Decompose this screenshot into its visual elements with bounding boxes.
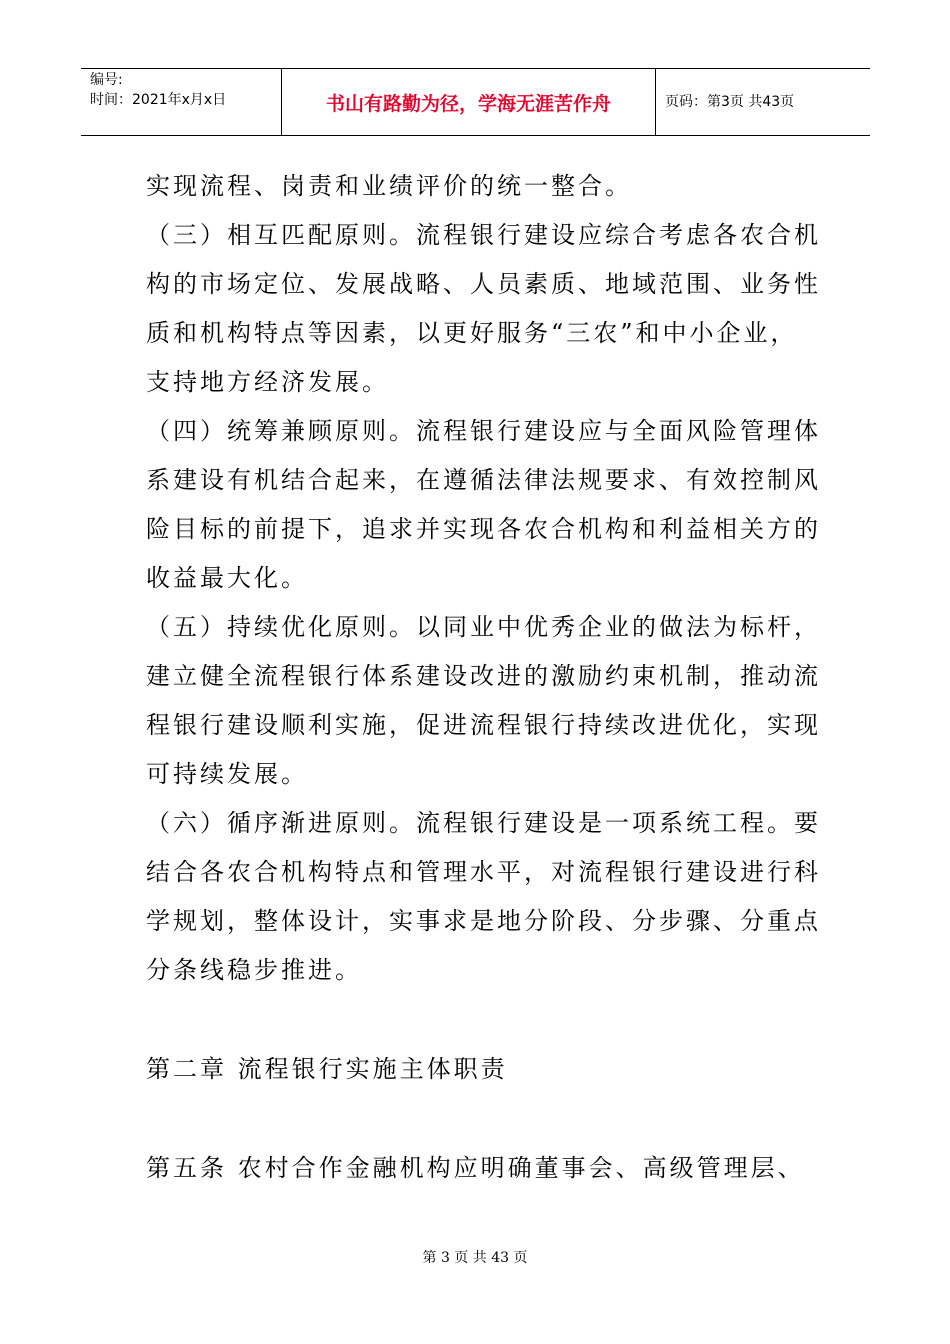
body-line: 构的市场定位、发展战略、人员素质、地域范围、业务性: [146, 270, 821, 298]
body-line: 学规划，整体设计，实事求是地分阶段、分步骤、分重点: [146, 907, 821, 935]
chapter-heading: 第二章 流程银行实施主体职责: [146, 1055, 508, 1083]
body-line: （四）统筹兼顾原则。流程银行建设应与全面风险管理体: [146, 417, 821, 445]
body-line: 险目标的前提下，追求并实现各农合机构和利益相关方的: [146, 515, 821, 543]
header-meta: [90, 70, 226, 110]
header-page-info: 页码：第3页 共43页: [665, 94, 795, 110]
body-line: 系建设有机结合起来，在遵循法律法规要求、有效控制风: [146, 466, 821, 494]
body-line: 分条线稳步推进。: [146, 956, 362, 984]
body-line: 建立健全流程银行体系建设改进的激励约束机制，推动流: [146, 662, 821, 690]
body-line: 支持地方经济发展。: [146, 368, 389, 396]
body-line: （五）持续优化原则。以同业中优秀企业的做法为标杆，: [146, 613, 821, 641]
header-motto: 书山有路勤为径，学海无涯苦作舟: [325, 93, 611, 115]
body-line: 收益最大化。: [146, 564, 308, 592]
paragraph-gap: [146, 1094, 826, 1144]
body-line: （六）循序渐进原则。流程银行建设是一项系统工程。要: [146, 809, 821, 837]
header-time-label: 时间：2021年x月x日: [90, 92, 227, 108]
document-body: [146, 162, 826, 1193]
article-line: 第五条 农村合作金融机构应明确董事会、高级管理层、: [146, 1154, 805, 1182]
body-line: 程银行建设顺利实施，促进流程银行持续改进优化，实现: [146, 711, 821, 739]
header-number-label: 编号:: [90, 72, 123, 88]
body-line: 实现流程、岗责和业绩评价的统一整合。: [146, 172, 632, 200]
page-footer: 第 3 页 共 43 页: [422, 1250, 528, 1266]
body-line: （三）相互匹配原则。流程银行建设应综合考虑各农合机: [146, 221, 821, 249]
header-divider-right: [655, 69, 656, 135]
body-line: 质和机构特点等因素，以更好服务“三农”和中小企业，: [146, 319, 798, 347]
body-line: 可持续发展。: [146, 760, 308, 788]
paragraph-gap: [146, 995, 826, 1045]
body-line: 结合各农合机构特点和管理水平，对流程银行建设进行科: [146, 858, 821, 886]
